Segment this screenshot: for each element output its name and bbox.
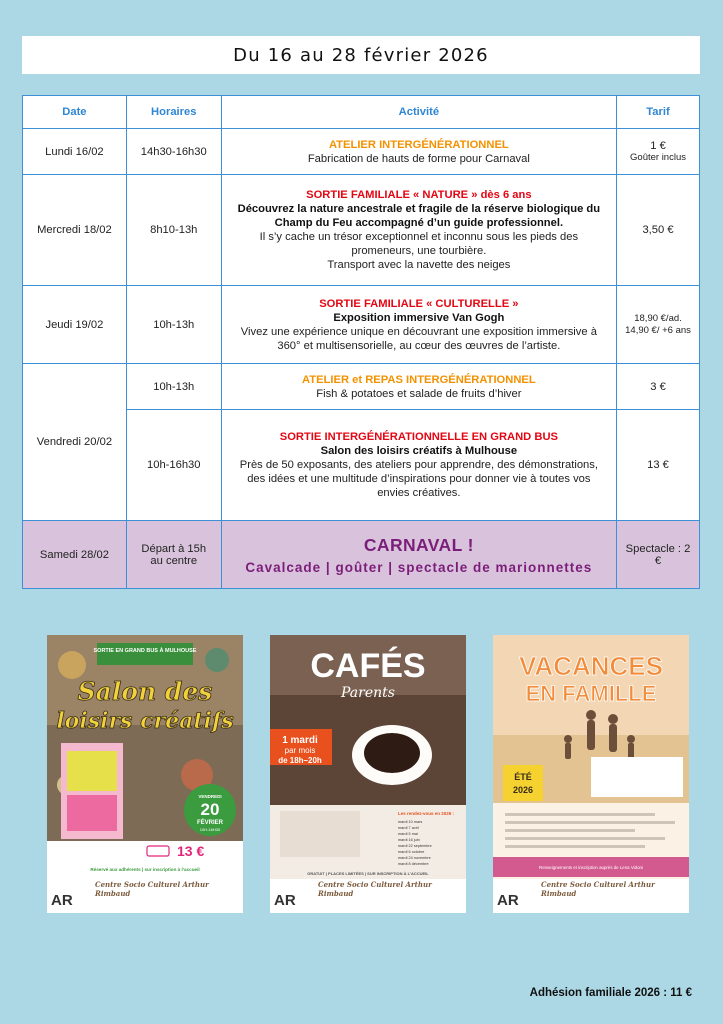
badge-year: 2026 — [512, 785, 534, 795]
activity-title: SORTIE FAMILIALE « NATURE » dès 6 ans — [306, 189, 532, 201]
activity-title: SORTIE INTERGÉNÉRATIONNELLE EN GRAND BUS — [279, 431, 558, 443]
column-header-activite: Activité — [221, 96, 616, 129]
tarif-note: Goûter inclus — [630, 151, 686, 163]
centre-name: Centre Socio Culturel Arthur Rimbaud — [95, 880, 209, 898]
badge-summer: ÉTÉ — [514, 772, 532, 782]
activity-text: Il s’y cache un trésor exceptionnel et inconnu sous les pieds des promeneurs, une tourbière. — [259, 231, 579, 257]
cell-date: Vendredi 20/02 — [23, 364, 127, 521]
badge-date: 20 — [200, 800, 220, 819]
tarif-value: 1 € — [650, 139, 666, 152]
poster-cafes-parents — [270, 635, 466, 913]
table-row — [23, 286, 700, 364]
table-row — [23, 364, 700, 410]
cell-horaires: 10h-16h30 — [126, 410, 221, 521]
carnaval-title: CARNAVAL ! — [363, 534, 474, 555]
poster-title-line1: VACANCES — [519, 651, 663, 681]
cell-activite — [221, 410, 616, 521]
badge-month: FÉVRIER — [196, 820, 224, 826]
schedule-table — [22, 95, 700, 589]
cell-tarif: Spectacle : 2 € — [617, 521, 700, 589]
poster-title-line2: loisirs créatifs — [56, 708, 234, 734]
table-row — [23, 129, 700, 175]
date-item: mardi 7 avril — [398, 826, 419, 830]
freq-line3: de 18h–20h — [278, 756, 322, 765]
cell-activite — [221, 129, 616, 175]
cell-date: Samedi 28/02 — [23, 521, 127, 589]
cell-horaires: 10h-13h — [126, 286, 221, 364]
date-item: mardi 8 décembre — [398, 862, 429, 866]
date-item: mardi 10 mars — [398, 820, 423, 824]
poster-footer — [47, 879, 243, 913]
poster-footer — [493, 879, 689, 913]
activity-title: ATELIER INTERGÉNÉRATIONNEL — [328, 138, 509, 151]
activity-text: Fabrication de hauts de forme pour Carnaval — [307, 152, 530, 165]
date-item: mardi 24 novembre — [398, 856, 431, 860]
cell-tarif — [617, 286, 700, 364]
cell-horaires: 8h10-13h — [126, 175, 221, 286]
centre-name: Centre Socio Culturel Arthur Rimbaud — [541, 880, 655, 898]
poster-title-line2: EN FAMILLE — [525, 681, 657, 706]
poster-banner: SORTIE EN GRAND BUS À MULHOUSE — [93, 648, 197, 654]
poster-salon-loisirs — [47, 635, 243, 913]
poster-note: GRATUIT | PLACES LIMITÉES | SUR INSCRIPTION À L’ACCUEIL — [307, 871, 429, 876]
carnaval-subtitle: Cavalcade | goûter | spectacle de marionnettes — [245, 559, 593, 575]
activity-highlight: Salon des loisirs créatifs à Mulhouse — [320, 445, 518, 457]
cell-activite — [221, 286, 616, 364]
cell-date: Lundi 16/02 — [23, 129, 127, 175]
cell-tarif: 3,50 € — [617, 175, 700, 286]
cell-tarif — [617, 129, 700, 175]
poster-footer — [270, 879, 466, 913]
tarif-child: 14,90 €/ +6 ans — [625, 324, 691, 336]
cell-activite — [221, 175, 616, 286]
dates-title: Les rendez-vous en 2026 : — [398, 811, 455, 816]
cell-date: Mercredi 18/02 — [23, 175, 127, 286]
table-row-carnaval — [23, 521, 700, 589]
date-item: mardi 5 mai — [398, 832, 418, 836]
cell-horaires: 10h-13h — [126, 364, 221, 410]
logo-ar: AR — [497, 892, 519, 909]
freq-line2: par mois — [284, 746, 316, 755]
cell-activite — [221, 364, 616, 410]
poster-vacances-famille — [493, 635, 689, 913]
activity-text: Vivez une expérience unique en découvrant une exposition immersive à 360° et multisensorielle, au cœur des œuvres de l’artiste. — [240, 325, 597, 352]
centre-name: Centre Socio Culturel Arthur Rimbaud — [318, 880, 432, 898]
poster-title-line1: CAFÉS — [310, 647, 426, 685]
poster-note: Renseignements et inscription auprès de Lena Vidoni — [539, 865, 643, 870]
activity-text: Près de 50 exposants, des ateliers pour apprendre, des démonstrations, des idées et une multitude d’inspirations pour donner vie à toutes vos envies créatives. — [239, 459, 598, 499]
cell-tarif: 3 € — [617, 364, 700, 410]
date-item: mardi 16 juin — [398, 838, 420, 842]
badge-hours: 10H-16H30 — [199, 827, 221, 832]
activity-title: SORTIE FAMILIALE « CULTURELLE » — [319, 297, 519, 310]
column-header-tarif: Tarif — [617, 96, 700, 129]
date-item: mardi 22 septembre — [398, 844, 432, 848]
poster-price: 13 € — [177, 843, 205, 859]
freq-line1: 1 mardi — [282, 735, 318, 746]
activity-highlight: Exposition immersive Van Gogh — [333, 311, 505, 324]
logo-ar: AR — [51, 892, 73, 909]
poster-note: Réservé aux adhérents | sur inscription à l’accueil — [90, 867, 200, 872]
poster-title-line2: Parents — [341, 685, 395, 701]
tarif-adult: 18,90 €/ad. — [634, 312, 682, 324]
activity-title: ATELIER et REPAS INTERGÉNÉRATIONNEL — [302, 373, 536, 386]
activity-highlight: Découvrez la nature ancestrale et fragile de la réserve biologique du Champ du Feu accompagné d’un guide professionnel. — [237, 203, 601, 229]
badge-day: VENDREDI — [198, 794, 222, 799]
membership-fee: Adhésion familiale 2026 : 11 € — [529, 987, 692, 999]
cell-date: Jeudi 19/02 — [23, 286, 127, 364]
page-title: Du 16 au 28 février 2026 — [22, 36, 700, 74]
activity-text: Transport avec la navette des neiges — [327, 259, 511, 271]
cell-horaires: 14h30-16h30 — [126, 129, 221, 175]
poster-title-line1: Salon des — [77, 677, 213, 706]
activity-text: Fish & potatoes et salade de fruits d’hiver — [316, 387, 522, 400]
table-header-row — [23, 96, 700, 129]
cell-tarif: 13 € — [617, 410, 700, 521]
logo-ar: AR — [274, 892, 296, 909]
column-header-horaires: Horaires — [126, 96, 221, 129]
table-row — [23, 175, 700, 286]
cell-activite — [221, 521, 616, 589]
column-header-date: Date — [23, 96, 127, 129]
date-item: mardi 6 octobre — [398, 850, 425, 854]
cell-horaires: Départ à 15h au centre — [126, 521, 221, 589]
